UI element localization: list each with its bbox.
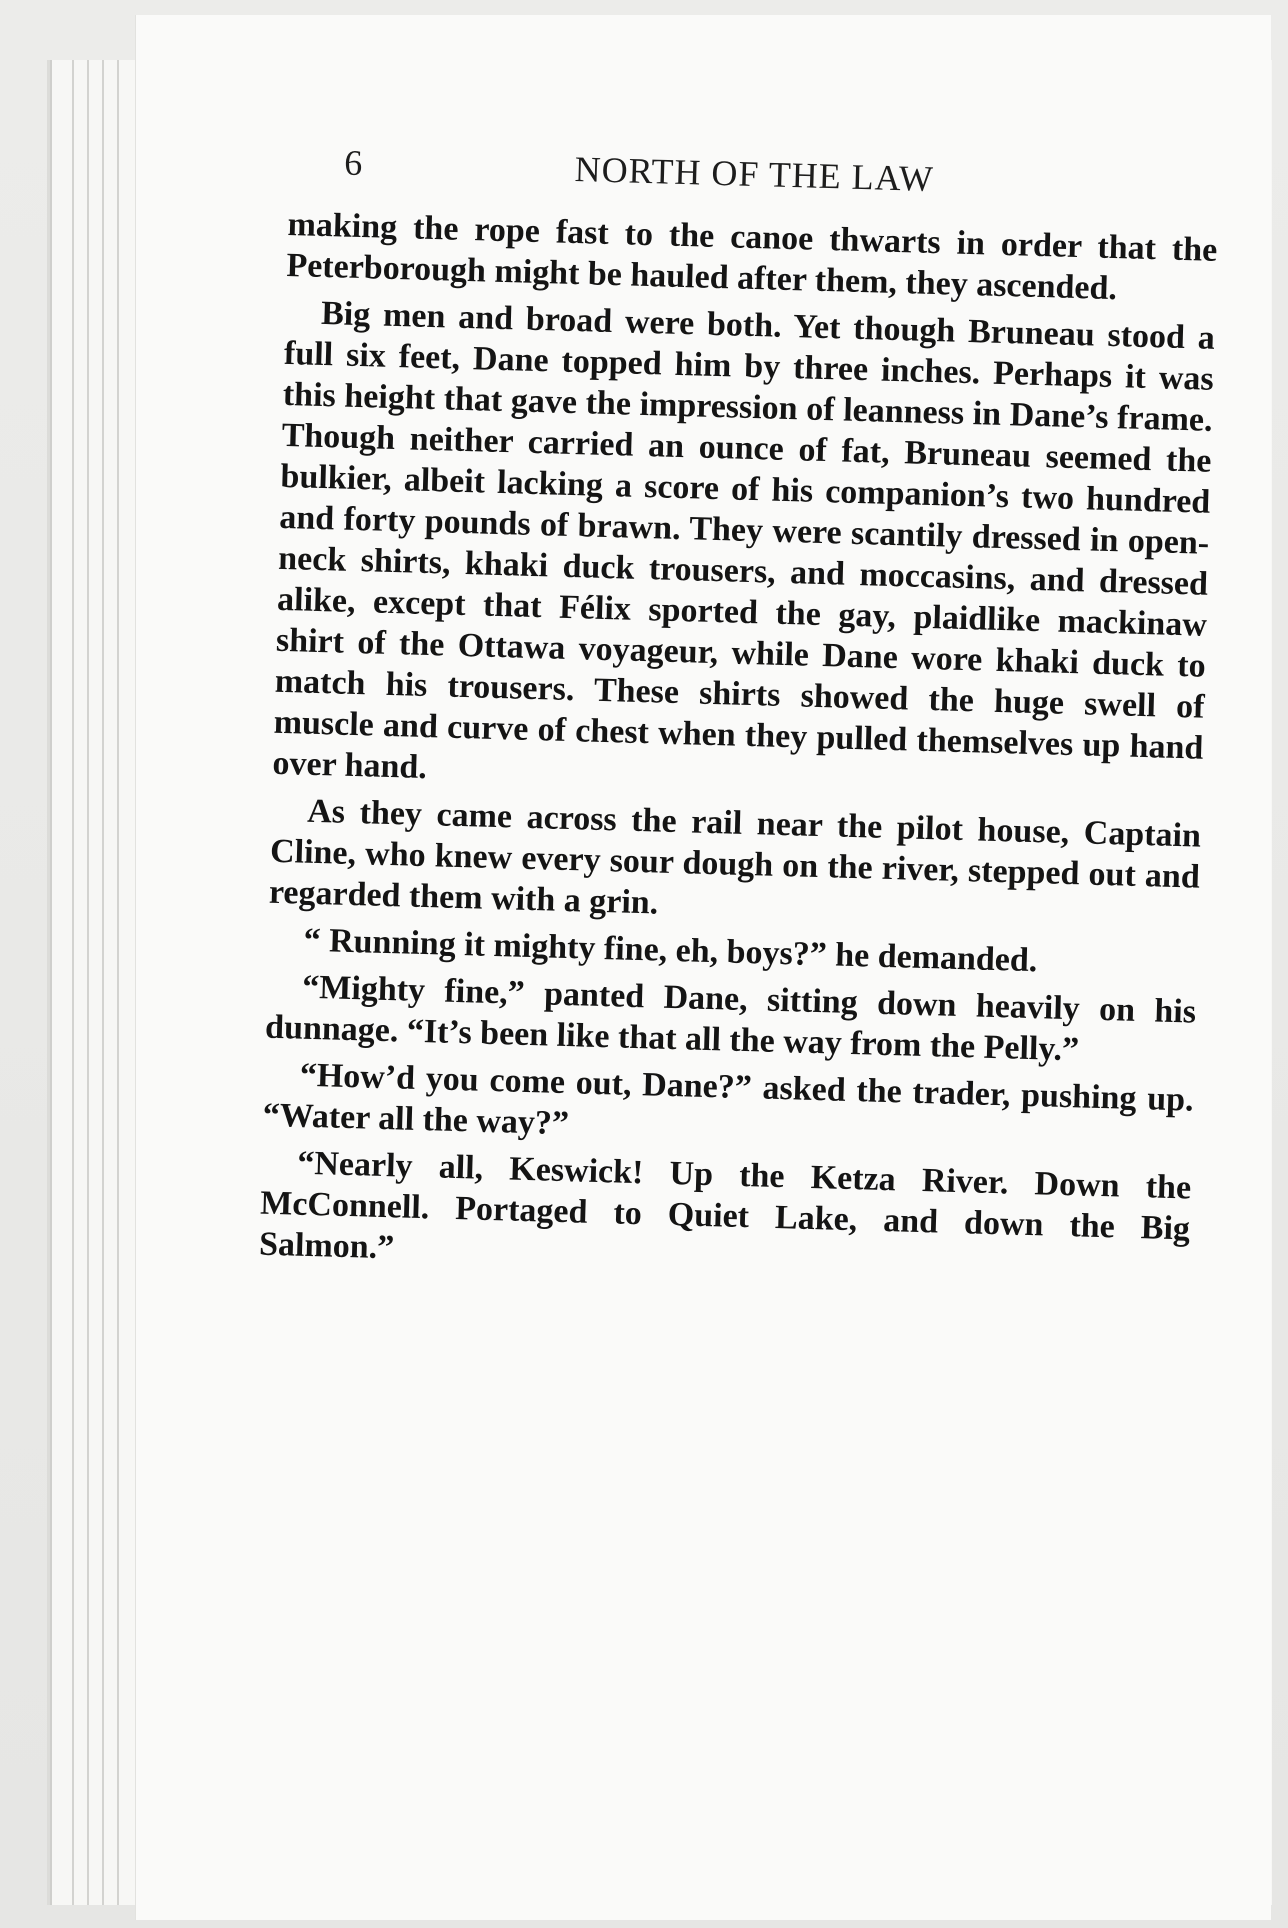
page-number: 6 (343, 142, 363, 184)
paragraph: “Mighty fine,” panted Dane, sitting down heavily on his dunnage. “It’s been like that all the way from the Pelly.” (264, 968, 1197, 1069)
paragraph: As they came across the rail near the pilot house, Captain Cline, who knew every sour dough on the river, stepped out and regarded them with a grin. (268, 792, 1202, 922)
body-text (259, 204, 1218, 1291)
paragraph: Big men and broad were both. Yet though Bruneau stood a full six feet, Dane topped him by three inches. Perhaps it was this height that gave the impression of leanness in Dane’s frame. Though neither carried an ounce of fat, Bruneau seemed the bulkier, albeit lacking a score of his companion’s two hundred and forty pounds of brawn. They were scantily dressed in open-neck shirts, khaki duck trousers, and moccasins, and dressed alike, except that Félix sported the gay, plaidlike mackinaw shirt of the Ottawa voyageur, while Dane wore khaki duck to match his trousers. These shirts showed the huge swell of muscle and curve of chest when they pulled themselves up hand over hand. (272, 294, 1216, 787)
paragraph: “How’d you come out, Dane?” asked the trader, pushing up. “Water all the way?” (262, 1056, 1195, 1143)
page-content (259, 140, 1220, 1291)
paragraph: “ Running it mighty fine, eh, boys?” he demanded. (303, 921, 1038, 980)
page-edge (102, 60, 104, 1905)
page-edge (117, 60, 119, 1905)
page-edge (72, 60, 74, 1905)
paragraph: making the rope fast to the canoe thwarts in order that the Peterborough might be hauled after them, they ascended. (285, 205, 1218, 308)
running-title: NORTH OF THE LAW (574, 148, 935, 199)
paragraph: “Nearly all, Keswick! Up the Ketza River. Down the McConnell. Portaged to Quiet Lake, and down the Big Salmon.” (258, 1144, 1192, 1267)
page-edge (87, 60, 89, 1905)
